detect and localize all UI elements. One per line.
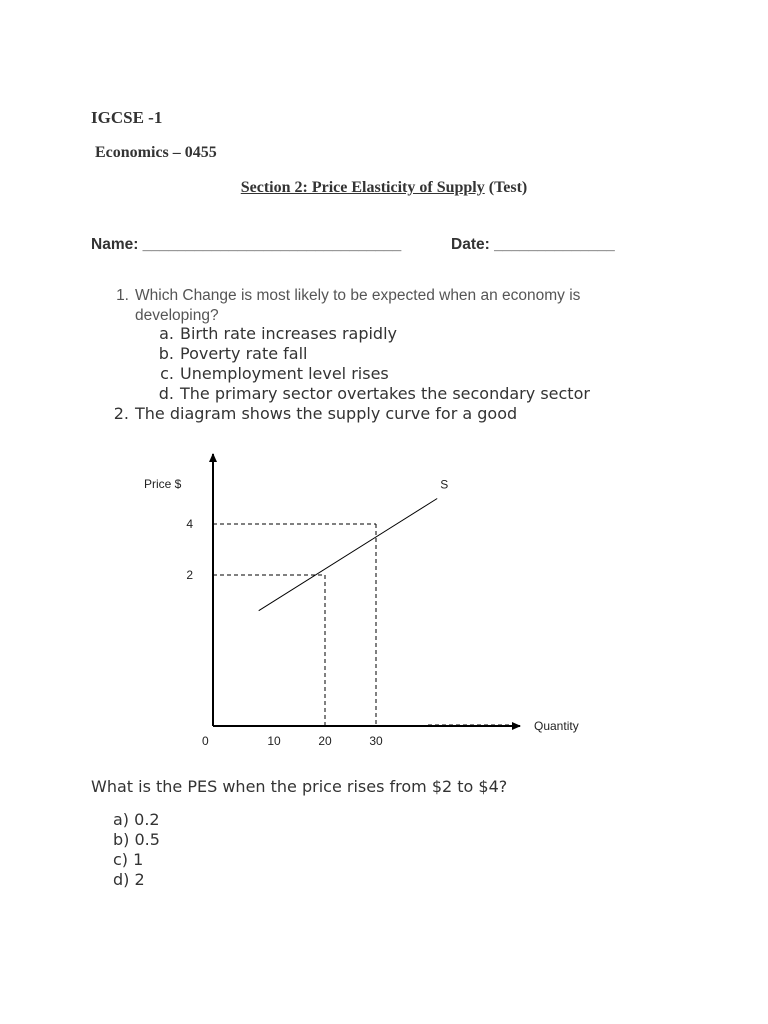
- course-heading: IGCSE -1: [91, 108, 163, 127]
- question-1-option-b: b. Poverty rate fall: [158, 344, 308, 363]
- question-1: [107, 287, 580, 305]
- question-1-option-c: c. Unemployment level rises: [160, 364, 389, 383]
- x-axis-label: Quantity: [534, 719, 579, 733]
- question-2-option-d: d) 2: [113, 870, 145, 889]
- x-tick-label: 20: [318, 734, 332, 748]
- x-tick-label: 30: [369, 734, 383, 748]
- y-axis-label: Price $: [144, 477, 182, 491]
- subject-heading: Economics – 0455: [95, 144, 217, 161]
- question-1-option-d: d. The primary sector overtakes the secondary sector: [158, 384, 590, 403]
- question-2-prompt: What is the PES when the price rises from $2 to $4?: [91, 777, 508, 796]
- question-2-option-a: a) 0.2: [113, 810, 160, 829]
- x-tick-label: 10: [267, 734, 281, 748]
- question-1-text-line1: Which Change is most likely to be expected when an economy is: [135, 287, 581, 304]
- section-title: [0, 179, 768, 197]
- supply-curve: [259, 499, 438, 611]
- section-title-suffix: (Test): [488, 179, 528, 196]
- question-2-option-b: b) 0.5: [113, 830, 160, 849]
- supply-diagram: [0, 440, 768, 770]
- name-field: Name: ______________________________: [91, 236, 402, 253]
- question-1-number: 1.: [116, 287, 129, 304]
- question-1-text-line2: developing?: [135, 307, 219, 324]
- date-field: Date: ______________: [451, 236, 615, 253]
- y-tick-label: 2: [186, 568, 193, 582]
- question-2-number: 2.: [113, 404, 129, 423]
- question-2-option-c: c) 1: [113, 850, 144, 869]
- y-tick-label: 4: [186, 517, 193, 531]
- question-2: [107, 404, 517, 423]
- question-1-option-a: a. Birth rate increases rapidly: [159, 324, 397, 343]
- origin-label: 0: [202, 734, 209, 748]
- supply-curve-label: S: [440, 477, 449, 492]
- question-2-text: The diagram shows the supply curve for a good: [135, 404, 518, 423]
- section-title-main: Section 2: Price Elasticity of Supply: [240, 179, 485, 196]
